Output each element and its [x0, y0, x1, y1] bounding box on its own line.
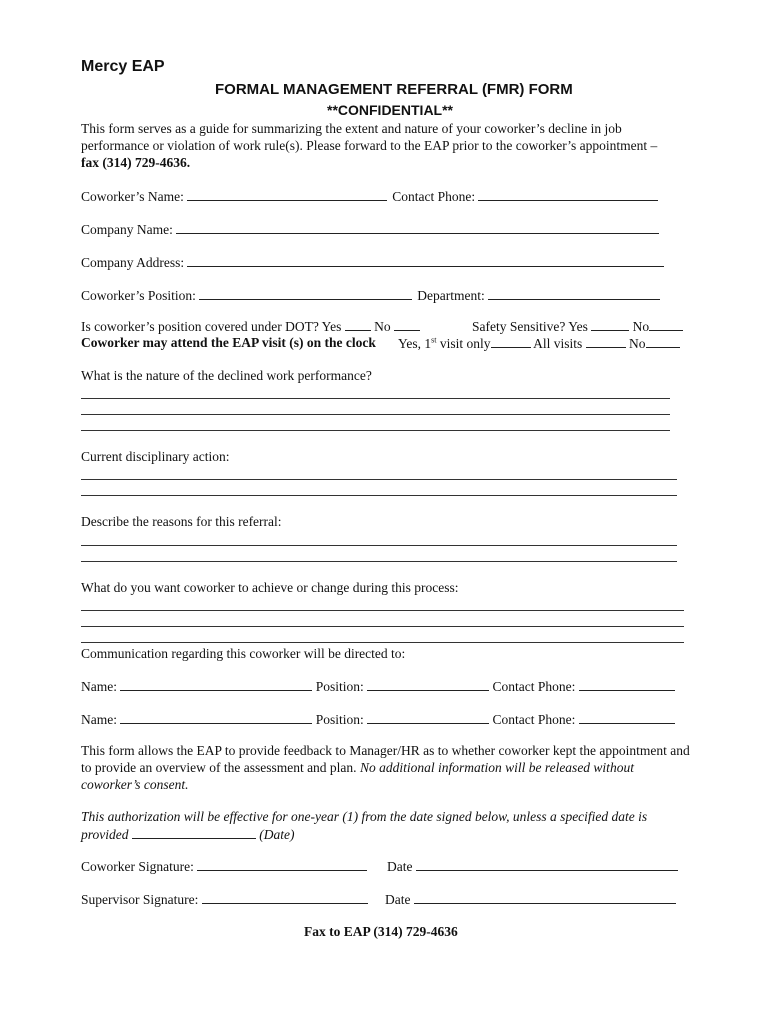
reasons-line-1[interactable]	[81, 545, 677, 546]
company-name-label: Company Name:	[81, 222, 173, 237]
department-field[interactable]	[488, 286, 660, 300]
contact-1-phone-label: Contact Phone:	[492, 679, 576, 694]
first-visit-sup: st	[431, 335, 437, 345]
safety-no-field[interactable]	[649, 318, 683, 331]
coworker-date-row	[387, 858, 678, 875]
communication-label: Communication regarding this coworker will be directed to:	[81, 646, 406, 661]
feedback-line-1: This form allows the EAP to provide feedback to Manager/HR as to whether coworker kept the appointment and	[81, 743, 690, 758]
coworker-position-label: Coworker’s Position:	[81, 288, 196, 303]
coworker-date-label: Date	[387, 859, 413, 874]
feedback-line-2	[81, 760, 634, 776]
feedback-line-3: coworker’s consent.	[81, 777, 189, 792]
reasons-question: Describe the reasons for this referral:	[81, 514, 282, 529]
contact-1-name-label: Name:	[81, 679, 117, 694]
coworker-signature-label: Coworker Signature:	[81, 859, 194, 874]
coworker-date-field[interactable]	[416, 858, 678, 871]
provided-date-label: (Date)	[259, 827, 295, 842]
position-row	[81, 286, 660, 304]
contact-2-name-field[interactable]	[120, 711, 312, 724]
contact-1-phone-field[interactable]	[579, 678, 675, 691]
form-title: FORMAL MANAGEMENT REFERRAL (FMR) FORM	[215, 81, 573, 98]
all-visits-label: All visits	[533, 336, 583, 351]
contact-2-phone-field[interactable]	[579, 711, 675, 724]
footer-fax: Fax to EAP (314) 729-4636	[304, 924, 458, 939]
dot-question-label: Is coworker’s position covered under DOT? Yes	[81, 319, 342, 334]
contact-2-name-label: Name:	[81, 712, 117, 727]
supervisor-signature-field[interactable]	[202, 891, 368, 904]
intro-line-1: This form serves as a guide for summarizing the extent and nature of your coworker’s decline in job	[81, 121, 622, 136]
contact-2-position-label: Position:	[315, 712, 364, 727]
contact-phone-field[interactable]	[478, 187, 658, 201]
company-name-field[interactable]	[176, 220, 659, 234]
dot-question	[81, 318, 420, 335]
contact-row-1	[81, 678, 675, 695]
contact-1-name-field[interactable]	[120, 678, 312, 691]
coworker-position-field[interactable]	[199, 286, 412, 300]
confidential-label: **CONFIDENTIAL**	[327, 102, 454, 118]
dot-yes-field[interactable]	[345, 318, 371, 331]
provided-date-field[interactable]	[132, 826, 256, 839]
company-address-label: Company Address:	[81, 255, 185, 270]
provided-label: provided	[81, 827, 129, 842]
authorization-line-1: This authorization will be effective for one-year (1) from the date signed below, unless a specified date is	[81, 809, 648, 824]
contact-2-phone-label: Contact Phone:	[492, 712, 576, 727]
feedback-line-2a: to provide an overview of the assessment and plan.	[81, 760, 357, 775]
supervisor-signature-row	[81, 891, 368, 908]
nature-line-3[interactable]	[81, 430, 670, 431]
discipline-line-2[interactable]	[81, 495, 677, 496]
coworker-name-row	[81, 187, 658, 205]
visit-only-label: visit only	[436, 336, 491, 351]
company-address-row	[81, 253, 664, 271]
nature-question: What is the nature of the declined work performance?	[81, 368, 372, 383]
nature-line-1[interactable]	[81, 398, 670, 399]
company-name-row	[81, 220, 659, 238]
achieve-line-2[interactable]	[81, 626, 684, 627]
attend-clock-label: Coworker may attend the EAP visit (s) on the clock	[81, 335, 376, 350]
company-address-field[interactable]	[187, 253, 664, 267]
safety-question	[472, 318, 683, 335]
achieve-line-1[interactable]	[81, 610, 684, 611]
supervisor-signature-label: Supervisor Signature:	[81, 892, 199, 907]
safety-yes-field[interactable]	[591, 318, 629, 331]
supervisor-date-field[interactable]	[414, 891, 676, 904]
authorization-line-2	[81, 826, 294, 843]
coworker-name-label: Coworker’s Name:	[81, 189, 184, 204]
first-visit-label: Yes, 1	[398, 336, 432, 351]
achieve-question: What do you want coworker to achieve or change during this process:	[81, 580, 459, 595]
supervisor-date-label: Date	[385, 892, 411, 907]
attend-no-label: No	[629, 336, 646, 351]
reasons-line-2[interactable]	[81, 561, 677, 562]
department-label: Department:	[417, 288, 485, 303]
first-visit-field[interactable]	[491, 335, 531, 348]
contact-row-2	[81, 711, 675, 728]
attend-options	[398, 335, 680, 352]
supervisor-date-row	[385, 891, 676, 908]
dot-no-label: No	[374, 319, 391, 334]
contact-1-position-field[interactable]	[367, 678, 489, 691]
attend-no-field[interactable]	[646, 335, 680, 348]
dot-no-field[interactable]	[394, 318, 420, 331]
coworker-signature-field[interactable]	[197, 858, 367, 871]
nature-line-2[interactable]	[81, 414, 670, 415]
contact-1-position-label: Position:	[315, 679, 364, 694]
safety-no-label: No	[632, 319, 650, 334]
contact-2-position-field[interactable]	[367, 711, 489, 724]
all-visits-field[interactable]	[586, 335, 626, 348]
coworker-signature-row	[81, 858, 367, 875]
contact-phone-label: Contact Phone:	[392, 189, 476, 204]
safety-yes-label: Safety Sensitive? Yes	[472, 319, 588, 334]
feedback-line-2b: No additional information will be released without	[359, 760, 634, 775]
coworker-name-field[interactable]	[187, 187, 387, 201]
org-name: Mercy EAP	[81, 58, 165, 75]
intro-line-2: performance or violation of work rule(s). Please forward to the EAP prior to the coworker’s appointment –	[81, 138, 658, 153]
discipline-line-1[interactable]	[81, 479, 677, 480]
discipline-question: Current disciplinary action:	[81, 449, 230, 464]
achieve-line-3[interactable]	[81, 642, 684, 643]
intro-fax: fax (314) 729-4636.	[81, 155, 191, 170]
